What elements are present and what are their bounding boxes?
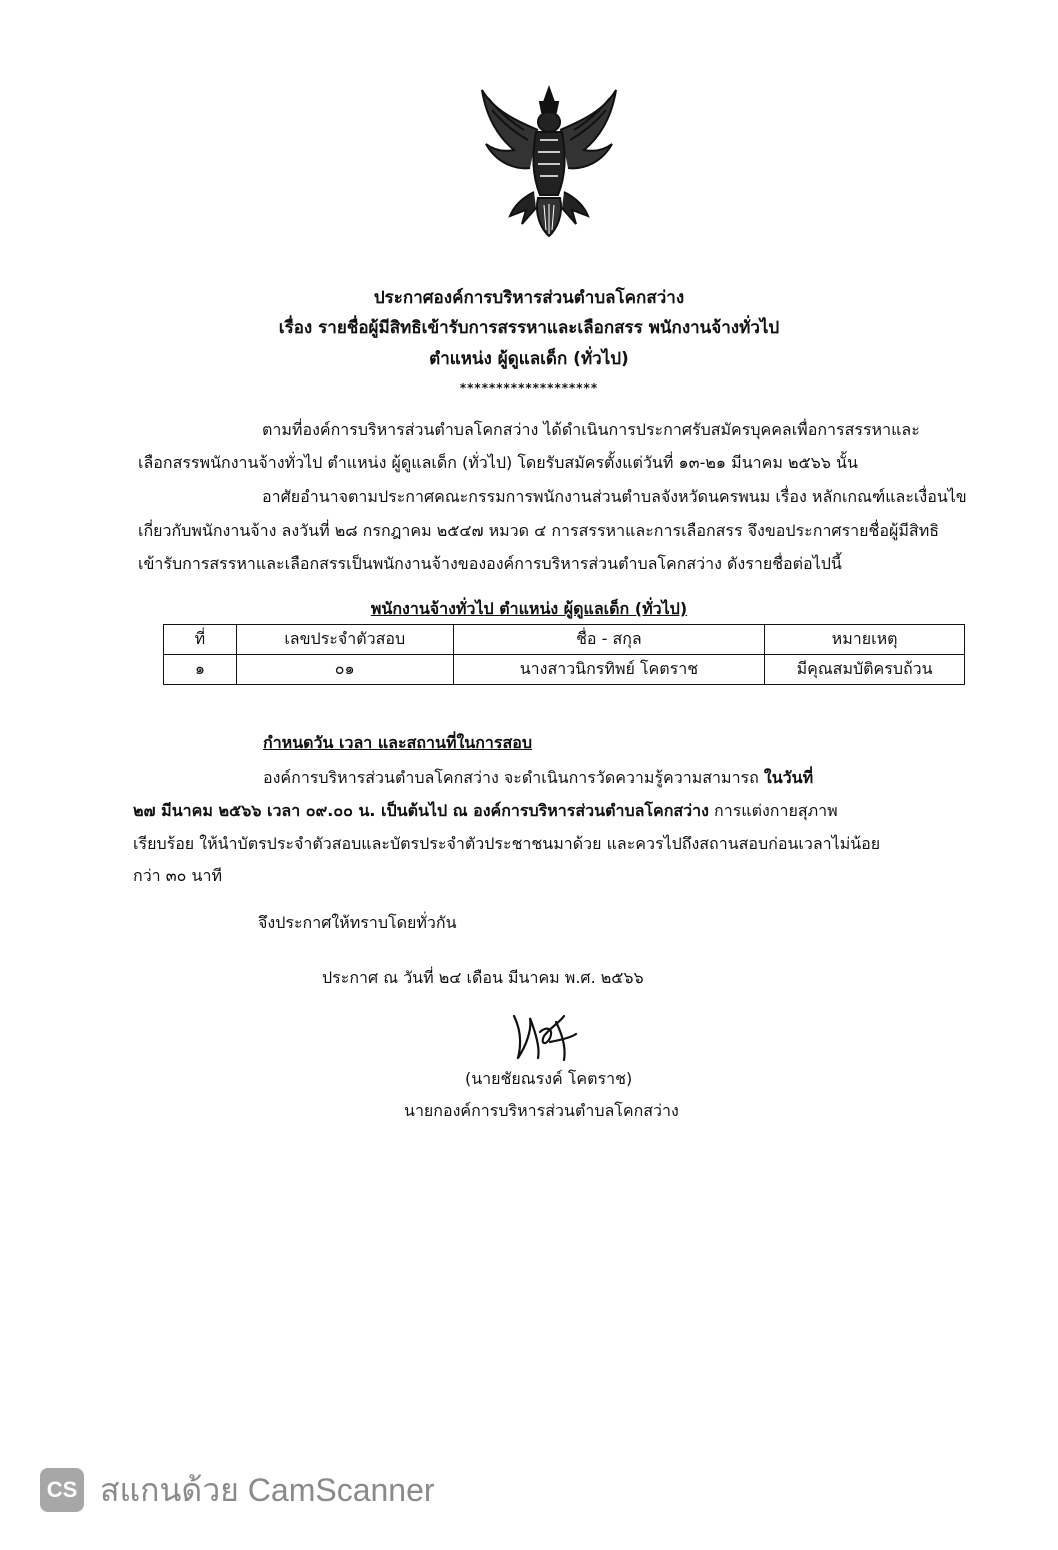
- column-header-name: ชื่อ - สกุล: [453, 625, 765, 655]
- document-title: ประกาศองค์การบริหารส่วนตำบลโคกสว่าง: [373, 288, 685, 308]
- cell-name: นางสาวนิกรทิพย์ โคตราช: [453, 655, 765, 685]
- cell-remark: มีคุณสมบัติครบถ้วน: [765, 655, 965, 685]
- closing-announcement: จึงประกาศให้ทราบโดยทั่วกัน: [258, 913, 457, 932]
- column-header-exam-id: เลขประจำตัวสอบ: [236, 625, 453, 655]
- signer-title: นายกองค์การบริหารส่วนตำบลโคกสว่าง: [404, 1101, 679, 1120]
- schedule-title: กำหนดวัน เวลา และสถานที่ในการสอบ: [263, 733, 533, 752]
- paragraph-1-line-2: เลือกสรรพนักงานจ้างทั่วไป ตำแหน่ง ผู้ดูแลเด็ก (ทั่วไป) โดยรับสมัครตั้งแต่วันที่ ๑๓-๒๑ มีนาคม ๒๕๖๖ นั้น: [138, 453, 858, 472]
- announcement-date: ประกาศ ณ วันที่ ๒๔ เดือน มีนาคม พ.ศ. ๒๕๖๖: [322, 968, 644, 987]
- cell-no: ๑: [164, 655, 237, 685]
- separator-stars: *******************: [459, 381, 599, 395]
- schedule-line-2: [133, 796, 838, 826]
- schedule-line-2-text: การแต่งกายสุภาพ: [708, 801, 838, 820]
- candidate-table: [163, 624, 965, 685]
- column-header-no: ที่: [164, 625, 237, 655]
- paragraph-2-line-1: อาศัยอำนาจตามประกาศคณะกรรมการพนักงานส่วนตำบลจังหวัดนครพนม เรื่อง หลักเกณฑ์และเงื่อนไข: [262, 487, 967, 506]
- cell-exam-id: ๐๑: [236, 655, 453, 685]
- schedule-line-1-bold: ในวันที่: [763, 768, 814, 787]
- paragraph-1-line-1: ตามที่องค์การบริหารส่วนตำบลโคกสว่าง ได้ดำเนินการประกาศรับสมัครบุคคลเพื่อการสรรหาและ: [262, 420, 920, 439]
- table-header-row: [164, 625, 965, 655]
- camscanner-logo-icon: CS: [40, 1468, 84, 1512]
- schedule-line-3: เรียบร้อย ให้นำบัตรประจำตัวสอบและบัตรประจำตัวประชาชนมาด้วย และควรไปถึงสถานสอบก่อนเวลาไม่น้อย: [133, 834, 881, 853]
- paragraph-2-line-3: เข้ารับการสรรหาและเลือกสรรเป็นพนักงานจ้างขององค์การบริหารส่วนตำบลโคกสว่าง ดังรายชื่อต่อไปนี้: [138, 554, 842, 573]
- schedule-line-1-text: องค์การบริหารส่วนตำบลโคกสว่าง จะดำเนินการวัดความรู้ความสามารถ: [263, 768, 764, 787]
- schedule-line-4: กว่า ๓๐ นาที: [133, 866, 222, 885]
- schedule-line-1: [263, 763, 813, 793]
- signer-name: (นายชัยณรงค์ โคตราช): [465, 1069, 633, 1088]
- table-row: [164, 655, 965, 685]
- signature-mark: [510, 1008, 580, 1064]
- schedule-line-2-bold: ๒๗ มีนาคม ๒๕๖๖ เวลา ๐๙.๐๐ น. เป็นต้นไป ณ องค์การบริหารส่วนตำบลโคกสว่าง: [133, 801, 709, 820]
- document-position: ตำแหน่ง ผู้ดูแลเด็ก (ทั่วไป): [429, 349, 629, 369]
- garuda-emblem: [474, 80, 624, 240]
- camscanner-text: สแกนด้วย CamScanner: [100, 1471, 435, 1508]
- camscanner-watermark: [40, 1466, 435, 1514]
- document-subject: เรื่อง รายชื่อผู้มีสิทธิเข้ารับการสรรหาและเลือกสรร พนักงานจ้างทั่วไป: [278, 318, 780, 338]
- paragraph-2-line-2: เกี่ยวกับพนักงานจ้าง ลงวันที่ ๒๘ กรกฎาคม ๒๕๔๗ หมวด ๔ การสรรหาและการเลือกสรร จึงขอประกาศรายชื่อผู้มีสิทธิ: [138, 521, 939, 540]
- table-title: พนักงานจ้างทั่วไป ตำแหน่ง ผู้ดูแลเด็ก (ทั่วไป): [370, 599, 688, 618]
- column-header-remark: หมายเหตุ: [765, 625, 965, 655]
